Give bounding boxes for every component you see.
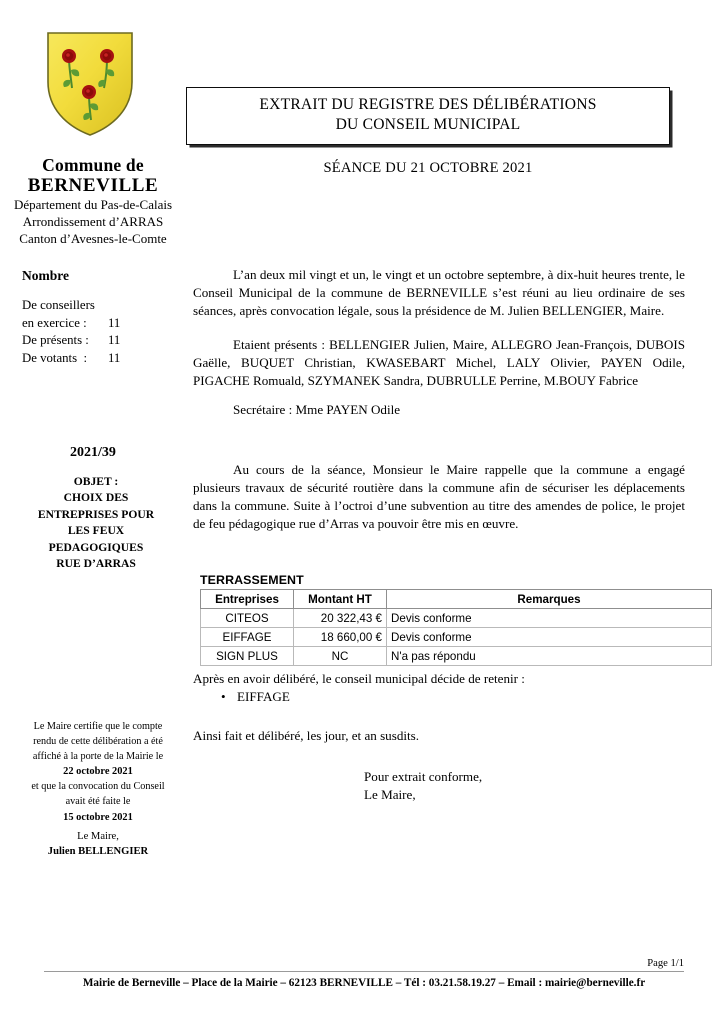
certification-line: avait été faite le — [65, 795, 131, 807]
commune-title — [0, 155, 186, 197]
pour-extrait-block — [364, 768, 482, 804]
footer-contact: Mairie de Berneville – Place de la Mairie – 62123 BERNEVILLE – Tél : 03.21.58.19.27 – Email : mairie@berneville.fr — [82, 977, 646, 989]
table-header-row — [201, 590, 712, 609]
certification-line: Le Maire certifie que le compte — [33, 721, 163, 732]
nombre-title: Nombre — [22, 268, 69, 283]
objet-line: ENTREPRISES POUR — [37, 507, 155, 521]
pour-extrait-line2: Le Maire, — [364, 787, 416, 803]
table-row — [201, 647, 712, 666]
cell-entreprise: EIFFAGE — [201, 628, 294, 647]
nombre-value: 11 — [108, 333, 121, 348]
commune-departement: Département du Pas-de-Calais — [13, 197, 173, 212]
objet-line: LES FEUX — [67, 524, 125, 538]
objet-line: OBJET : — [73, 475, 119, 488]
signature-block — [10, 830, 186, 860]
commune-title-line1: Commune de — [42, 155, 144, 175]
nombre-rows — [22, 297, 186, 368]
objet-line: CHOIX DES — [63, 491, 129, 505]
certification-date-affichage: 22 octobre 2021 — [63, 766, 133, 778]
cell-remarque: Devis conforme — [387, 628, 712, 647]
nombre-label: De votants : — [22, 350, 88, 365]
nombre-row — [22, 297, 186, 315]
bullet-icon: • — [221, 689, 226, 705]
certification-block — [10, 720, 186, 825]
document-title-line1: EXTRAIT DU REGISTRE DES DÉLIBÉRATIONS — [259, 96, 597, 113]
nombre-label: De présents : — [22, 333, 89, 348]
nombre-value: 11 — [108, 350, 121, 365]
paragraph-secretaire: Secrétaire : Mme PAYEN Odile — [233, 402, 401, 417]
nombre-label: en exercice : — [22, 315, 87, 330]
paragraph-decision — [193, 670, 685, 706]
column-header-montant: Montant HT — [294, 590, 387, 609]
decision-bullet-item — [193, 688, 685, 706]
document-title-box — [186, 87, 670, 145]
column-header-entreprises: Entreprises — [201, 590, 294, 609]
objet-line: RUE D’ARRAS — [56, 557, 136, 571]
cell-entreprise: SIGN PLUS — [201, 647, 294, 666]
seance-date: SÉANCE DU 21 OCTOBRE 2021 — [323, 160, 533, 176]
table-caption: TERRASSEMENT — [200, 573, 304, 587]
certification-line: rendu de cette délibération a été — [33, 735, 163, 747]
deliberation-number: 2021/39 — [70, 445, 116, 460]
paragraph-objet: Au cours de la séance, Monsieur le Maire rappelle que la commune a engagé plusieurs travaux de sécurité routière dans la commune afin de sécuriser les déplacements dans la commune. Suite à l’octroi d’une subvention au titre des amendes de police, le projet de feu pédagogique rue d’Arras va pouvoir être mis en œuvre. — [193, 462, 685, 532]
paragraph-presents: Etaient présents : BELLENGIER Julien, Maire, ALLEGRO Jean-François, DUBOIS Gaëlle, BUQUET Christian, KWASEBART Michel, LALY Olivier, PAYEN Odile, PIGACHE Romuald, SZYMANEK Sandra, DUBRULLE Perrine, M.BOUY Fabrice — [193, 337, 685, 389]
footer-divider — [44, 971, 684, 972]
cell-remarque: N'a pas répondu — [387, 647, 712, 666]
commune-name: BERNEVILLE — [27, 175, 159, 197]
decision-bullet-label: EIFFAGE — [237, 689, 290, 705]
cell-entreprise: CITEOS — [201, 609, 294, 628]
pour-extrait-line1: Pour extrait conforme, — [364, 769, 483, 784]
paragraph-intro: L’an deux mil vingt et un, le vingt et un octobre septembre, à dix-huit heures trente, le Conseil Municipal de la commune de BERNEVILLE s’est réuni au lieu ordinaire de ses séances, après convocation légale, sous la présidence de M. Julien BELLENGIER, Maire. — [193, 267, 685, 319]
page-number: Page 1/1 — [647, 958, 684, 969]
signature-name: Julien BELLENGIER — [47, 845, 149, 857]
nombre-value: 11 — [108, 315, 121, 330]
nombre-row — [22, 332, 186, 350]
commune-arrondissement: Arrondissement d’ARRAS — [22, 214, 164, 230]
column-header-remarques: Remarques — [387, 590, 712, 609]
coat-of-arms-icon — [44, 30, 136, 138]
commune-canton: Canton d’Avesnes-le-Comte — [19, 231, 167, 247]
table-row — [201, 609, 712, 628]
table-row — [201, 628, 712, 647]
cell-montant: 18 660,00 € — [294, 628, 387, 647]
certification-date-convocation: 15 octobre 2021 — [63, 811, 133, 823]
certification-line: et que la convocation du Conseil — [31, 781, 165, 793]
objet-block — [6, 474, 186, 573]
decision-intro: Après en avoir délibéré, le conseil municipal décide de retenir : — [193, 671, 525, 686]
signature-role: Le Maire, — [77, 831, 119, 842]
nombre-row — [22, 315, 186, 333]
cell-montant: NC — [294, 647, 387, 666]
cell-montant: 20 322,43 € — [294, 609, 387, 628]
certification-line: affiché à la porte de la Mairie le — [32, 750, 164, 762]
cell-remarque: Devis conforme — [387, 609, 712, 628]
page-footer — [44, 958, 684, 989]
objet-line: PEDAGOGIQUES — [48, 540, 144, 554]
table-zone — [200, 573, 684, 666]
document-title-line2: DU CONSEIL MUNICIPAL — [335, 115, 521, 133]
nombre-block — [22, 268, 186, 368]
nombre-row — [22, 350, 186, 368]
nombre-label: De conseillers — [22, 298, 95, 312]
commune-subtitle — [0, 196, 186, 247]
paragraph-closing: Ainsi fait et délibéré, les jour, et an susdits. — [193, 728, 420, 743]
devis-table — [200, 589, 712, 666]
left-column — [0, 0, 186, 960]
